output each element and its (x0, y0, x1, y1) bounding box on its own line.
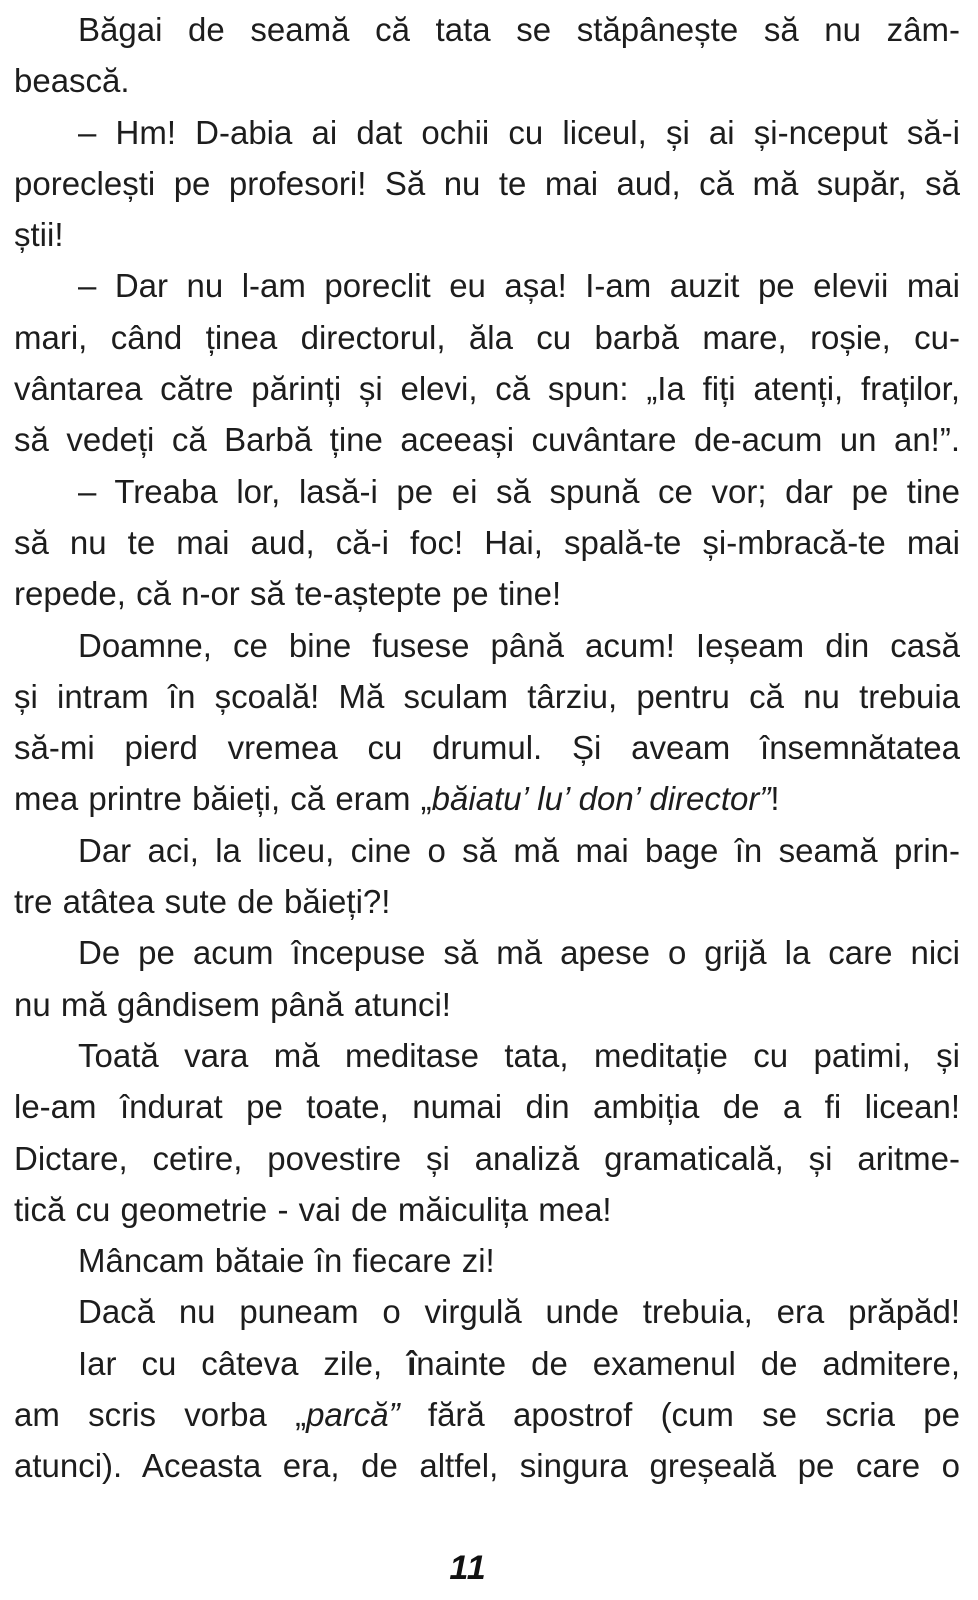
text-segment: repede, că n-or să te-aștepte pe tine! (14, 575, 562, 613)
text-line (14, 1184, 960, 1235)
text-segment: Iar cu câteva zile, (78, 1344, 408, 1382)
text-segment: tică cu geometrie - vai de măiculița mea! (14, 1190, 612, 1228)
text-line (14, 55, 960, 106)
text-line (14, 620, 960, 671)
text-line (14, 517, 960, 568)
text-line (14, 876, 960, 927)
text-segment: mea printre băieți, că eram „ (14, 780, 432, 818)
text-line (14, 209, 960, 260)
text-segment: nu mă gândisem până atunci! (14, 985, 451, 1023)
text-segment: știi! (14, 216, 64, 254)
text-line (14, 722, 960, 773)
text-line (14, 773, 960, 824)
text-segment: bească. (14, 62, 130, 100)
text-segment: tre atâtea sute de băieți?! (14, 883, 391, 921)
text-segment: le-am îndurat pe toate, numai din ambiția de a fi licean! (14, 1088, 960, 1126)
text-line (14, 4, 960, 55)
text-segment: Băgai de seamă că tata se stăpânește să nu zâm- (78, 11, 960, 48)
text-line (14, 979, 960, 1030)
text-segment: Doamne, ce bine fusese până acum! Ieșeam din casă (78, 626, 960, 664)
text-line (14, 414, 960, 465)
text-segment: fără apostrof (cum se scria pe (399, 1396, 960, 1434)
text-segment: – Hm! D-abia ai dat ochii cu liceul, și ai și-nceput să-i (78, 113, 960, 151)
text-line (14, 1133, 960, 1184)
text-line (14, 671, 960, 722)
text-segment: și intram în școală! Mă sculam târziu, pentru că nu trebuia (14, 677, 960, 715)
text-line (14, 1338, 960, 1389)
text-line (14, 825, 960, 876)
text-line (14, 1081, 960, 1132)
text-line (14, 466, 960, 517)
text-segment: vântarea către părinți și elevi, că spun: „Ia fiți atenți, fraților, (14, 370, 960, 408)
text-segment: Toată vara mă meditase tata, meditație cu patimi, și (78, 1036, 960, 1074)
text-segment: să vedeți că Barbă ține aceeași cuvântare de-acum un an!”. (14, 421, 960, 459)
text-line (14, 927, 960, 978)
text-segment: Mâncam bătaie în fiecare zi! (78, 1242, 495, 1280)
text-segment: să-mi pierd vremea cu drumul. Și aveam însemnătatea (14, 729, 960, 767)
text-line (14, 260, 960, 311)
text-segment: ! (770, 780, 780, 818)
text-line (14, 1389, 960, 1440)
text-line (14, 1286, 960, 1337)
text-segment: Dictare, cetire, povestire și analiză gramaticală, și aritme- (14, 1139, 960, 1177)
text-line (14, 158, 960, 209)
text-segment: atunci). Aceasta era, de altfel, singura greșeală pe care o (14, 1447, 960, 1485)
text-segment: să nu te mai aud, că-i foc! Hai, spală-te și-mbracă-te mai (14, 523, 960, 561)
text-line (14, 568, 960, 619)
page-number: 11 (449, 1548, 487, 1587)
text-line (14, 1440, 960, 1491)
text-segment: î (407, 1344, 417, 1382)
text-segment: De pe acum începuse să mă apese o grijă la care nici (78, 934, 960, 972)
text-segment: – Treaba lor, lasă-i pe ei să spună ce vor; dar pe tine (78, 472, 960, 510)
text-segment: – Dar nu l-am poreclit eu așa! I-am auzit pe elevii mai (78, 267, 960, 305)
text-line (14, 312, 960, 363)
text-line (14, 1030, 960, 1081)
text-block (14, 4, 960, 1492)
text-line (14, 107, 960, 158)
text-line (14, 1235, 960, 1286)
text-segment: mari, când ținea directorul, ăla cu barbă mare, roșie, cu- (14, 318, 960, 356)
text-segment: băiatu’ lu’ don’ director” (431, 780, 771, 818)
text-segment: nainte de examenul de admitere, (416, 1344, 960, 1382)
text-line (14, 363, 960, 414)
text-segment: poreclești pe profesori! Să nu te mai aud, că mă supăr, să (14, 164, 960, 202)
text-segment: Dacă nu puneam o virgulă unde trebuia, era prăpăd! (78, 1293, 960, 1331)
text-segment: Dar aci, la liceu, cine o să mă mai bage în seamă prin- (78, 831, 960, 869)
text-segment: parcă” (306, 1396, 400, 1434)
text-segment: am scris vorba „ (14, 1396, 307, 1434)
